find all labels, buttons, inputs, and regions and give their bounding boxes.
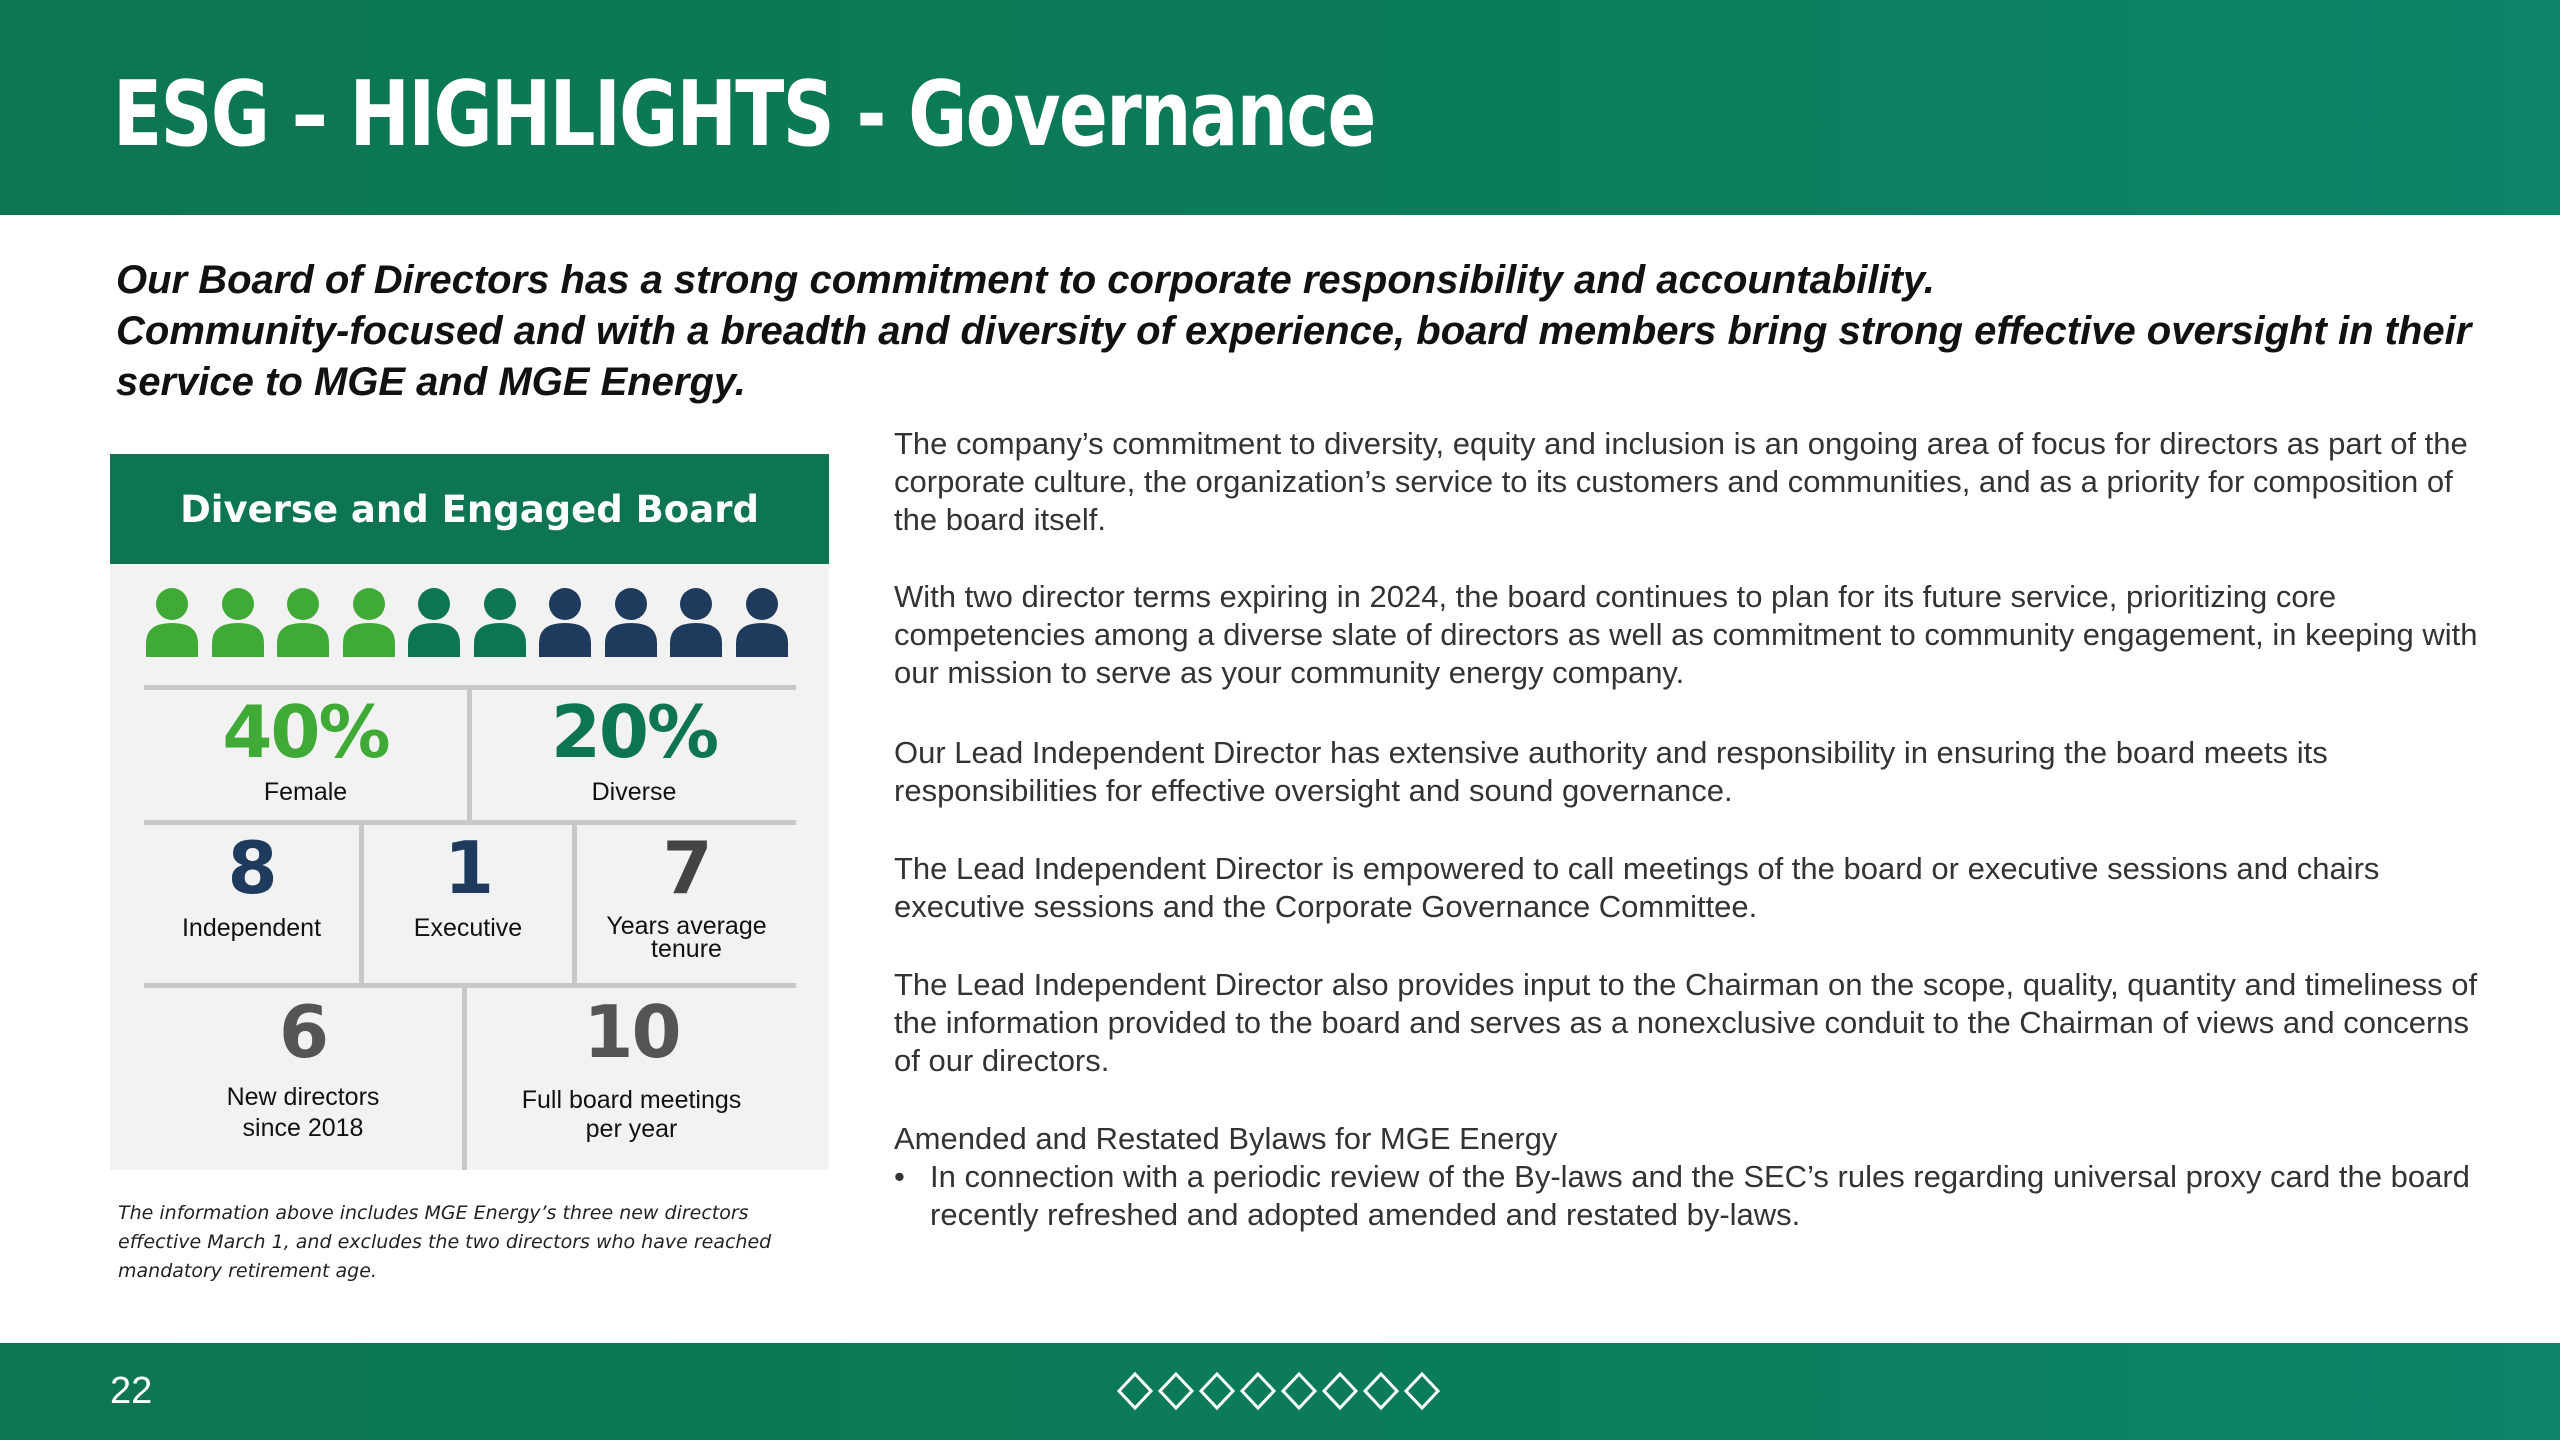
diamond-outline-icon	[1157, 1371, 1195, 1411]
stat-label: since 2018	[242, 1114, 364, 1142]
bullet-text: In connection with a periodic review of the By-laws and the SEC’s rules regarding universal proxy card the board recently refreshed and adopted amended and restated by-laws.	[930, 1159, 2470, 1232]
stat-label: Years average	[606, 912, 767, 940]
intro-line: service to MGE and MGE Energy.	[116, 360, 746, 404]
stat-label: New directors	[226, 1083, 380, 1111]
bullet-item	[894, 1158, 2494, 1234]
paragraph: With two director terms expiring in 2024, the board continues to plan for its future service, prioritizing core competencies among a diverse slate of directors as well as commitment to community engagement, in keeping with our mission to serve as your community energy company.	[894, 579, 2478, 690]
person-icon	[734, 587, 790, 657]
diamond-outline-icon	[1280, 1371, 1318, 1411]
person-icon	[603, 587, 659, 657]
stat-value: 20%	[550, 690, 718, 774]
board-stats-card	[110, 454, 829, 1170]
stat-executive	[364, 828, 572, 942]
person-icon	[144, 587, 200, 657]
person-icon	[472, 587, 528, 657]
stat-meetings	[467, 992, 796, 1144]
divider	[144, 983, 796, 988]
stat-label: Executive	[413, 914, 523, 942]
stat-independent	[144, 828, 359, 942]
stat-value: 40%	[222, 690, 389, 774]
footnote: The information above includes MGE Energy’s three new directors effective March 1, and excludes the two directors who have reached mandatory retirement age.	[118, 1202, 772, 1282]
board-card-title: Diverse and Engaged Board	[110, 454, 829, 564]
diamond-outline-icon	[1198, 1371, 1236, 1411]
intro-statement	[116, 255, 2496, 408]
header-bar	[0, 0, 2560, 215]
stat-value: 7	[662, 826, 711, 910]
diamond-outline-icon	[1403, 1371, 1441, 1411]
person-icon	[341, 587, 397, 657]
stat-new-directors	[144, 992, 462, 1144]
diamond-outline-icon	[1362, 1371, 1400, 1411]
stat-female	[144, 692, 467, 806]
page-number: 22	[110, 1370, 153, 1412]
stat-value: 1	[443, 826, 493, 910]
intro-line: Our Board of Directors has a strong commitment to corporate responsibility and accountability.	[116, 258, 1935, 302]
stat-label: Full board meetings	[521, 1086, 742, 1114]
stat-label: Diverse	[591, 778, 677, 806]
diamond-outline-icon	[1239, 1371, 1277, 1411]
stat-label: tenure	[651, 935, 722, 963]
body-text	[894, 425, 2494, 1234]
intro-line: Community-focused and with a breadth and diversity of experience, board members bring strong effective oversight in their	[116, 309, 2472, 353]
stat-value: 6	[278, 990, 328, 1074]
footer-bar	[0, 1343, 2560, 1440]
diamond-outline-icon	[1321, 1371, 1359, 1411]
paragraph: The Lead Independent Director is empowered to call meetings of the board or executive sessions and chairs executive sessions and the Corporate Governance Committee.	[894, 851, 2380, 924]
stat-value: 8	[227, 826, 276, 910]
person-icon	[210, 587, 266, 657]
person-icon	[275, 587, 331, 657]
person-icon	[537, 587, 593, 657]
person-icon	[668, 587, 724, 657]
stat-diverse	[472, 692, 796, 806]
paragraph: The Lead Independent Director also provides input to the Chairman on the scope, quality, quantity and timeliness of the information provided to the board and serves as a nonexclusive conduit to the Chairman of views and concerns of our directors.	[894, 967, 2478, 1078]
paragraph: Our Lead Independent Director has extensive authority and responsibility in ensuring the board meets its responsibilities for effective oversight and sound governance.	[894, 735, 2328, 808]
board-member-icons	[144, 587, 796, 657]
divider	[144, 820, 796, 825]
bylaws-heading: Amended and Restated Bylaws for MGE Energy	[894, 1121, 1558, 1156]
stat-label: Female	[263, 778, 348, 806]
page-title: ESG – HIGHLIGHTS - Governance	[113, 62, 1375, 167]
paragraph: The company’s commitment to diversity, equity and inclusion is an ongoing area of focus for directors as part of the corporate culture, the organization’s service to its customers and communities, and as a priority for composition of the board itself.	[894, 426, 2468, 537]
stat-value: 10	[583, 990, 680, 1074]
person-icon	[406, 587, 462, 657]
stat-label: Independent	[181, 914, 322, 942]
stat-label: per year	[585, 1115, 678, 1143]
diamond-outline-icon	[1116, 1371, 1154, 1411]
bullet-dot: •	[894, 1159, 905, 1194]
diamond-decoration	[1116, 1371, 1441, 1411]
stat-tenure	[577, 828, 796, 961]
